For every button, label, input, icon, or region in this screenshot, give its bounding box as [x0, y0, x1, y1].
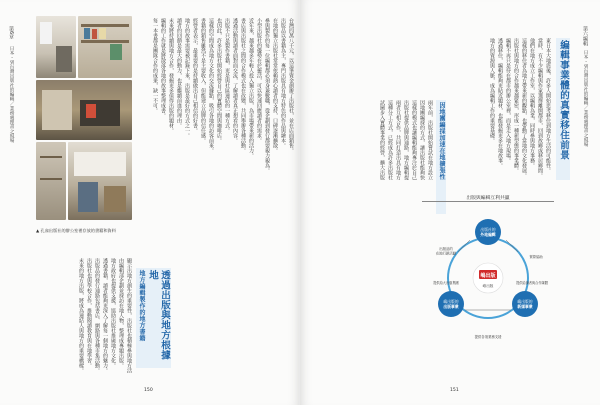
node-right-line2: 新媒事業 — [517, 304, 533, 309]
text-column: 出版社也與學校合作，推動閱讀教育與在地學習。 — [86, 258, 92, 368]
text-column: 由編輯部企劃並採訪在地人物，整理成專題出版。 — [118, 258, 124, 368]
text-column: 透過書籍，讀者能夠更深入了解每一個地方的魅力。 — [102, 258, 108, 373]
text-column: 未來的地方出版，將成為連結人與地方的重要橋樑。 — [78, 258, 84, 373]
text-column: 出版品以書籍為主，專門出版具有地方特色的作品與繪本。 — [280, 18, 286, 148]
text-column: 東日本大地震後，許多人開始思考移住到地方生活的可能性。 — [545, 38, 551, 173]
label-left: 提供給大出版集團 — [433, 281, 459, 285]
node-left — [438, 291, 464, 317]
right-page-number: 151 — [450, 388, 459, 393]
text-column: 地方的故事需要被記錄下來，出版是最好的方式之一。 — [184, 18, 190, 138]
label-top-left: 出版品的在地行銷活動 — [435, 247, 457, 256]
text-column: 讀者的回饋是最大的動力，也是繼續前進的理由。 — [176, 18, 182, 128]
diagram-title-rule — [422, 201, 554, 202]
text-column: 小型出版社的優勢在於靈活，可以快速回應讀者的需求。 — [256, 18, 262, 143]
photo-reading-room — [68, 142, 132, 220]
text-column: 書店與出版社之間的合作模式也在改變，共同舉辦各種活動。 — [240, 18, 246, 153]
left-running-head: 日本・到台灣出版社的編輯／業務處理書之現場 — [9, 46, 14, 143]
text-column: 透過活動與讀者面對面交流，了解讀者真正想看的內容。 — [232, 18, 238, 143]
photo-workspace — [36, 80, 132, 140]
label-right: 提供給讀者與合作媒體 — [516, 281, 548, 285]
text-column: 地方政府也提供支援，協助出版社推廣地方文化。 — [110, 258, 116, 368]
text-column: 因地團編採的方式，讓出版社能夠快 — [419, 100, 425, 180]
right-section-heading: 編輯事業體的真實移住前景 — [556, 38, 570, 180]
text-column: 地方的資源與人脈，成為編輯工作的重要基礎。 — [489, 38, 495, 143]
right-subsection-heading: 因地團編採加速在地擴張性 — [436, 100, 446, 214]
label-top-right: 實際協助 — [529, 255, 543, 259]
photo-office-window — [36, 16, 76, 78]
left-section-heading: 透過出版與地方根據地 — [145, 268, 171, 368]
text-column: 出版不只是製作書籍，更是與社區連結的一種方式。 — [224, 18, 230, 133]
text-column: 出版社提供品牌與通路，地方編輯提 — [403, 100, 409, 180]
text-column: 在地的獨立出版社常常依賴熱心讀者的支持，口碑逐漸擴散。 — [272, 18, 278, 153]
diagram-center-logo — [473, 263, 503, 293]
photo-caption: ▲ 孔雀出版社的辦公室裡存放的書籍和資料 — [36, 228, 116, 233]
text-column: 參與製作的每一位編輯都必須身兼數職，從企劃到發行都要親力親為。 — [264, 18, 270, 173]
text-column: 編輯不再只是待在都市的辦公室裡，而是走入地方現場。 — [505, 38, 511, 163]
photo-collage — [36, 16, 132, 220]
text-column: 顯示出地方創生的重要性，出版社也積極參與地方活 — [126, 258, 132, 373]
left-page-number: 150 — [144, 388, 153, 393]
arrow-top-right — [506, 240, 518, 252]
text-column: 近年來，越來越多年輕人投入獨立出版，為市場帶來新的活力。 — [248, 18, 254, 158]
node-top-line1: 出版社的 — [480, 227, 496, 232]
text-column: 試圖步入實體事業的經營，擴大出版 — [379, 100, 385, 180]
label-bottom: 提供各項業務支援 — [474, 335, 502, 339]
text-column: 這樣的模式也讓編輯能夠專注於自己 — [411, 100, 417, 180]
text-column: 出版社與地方的合作越來越緊密，形成一種新型態的事業體。 — [513, 38, 519, 173]
node-right — [512, 291, 538, 317]
diagram-revenue-cycle — [418, 204, 558, 346]
text-column: 也因此，許多出版社開始經營自己的實體空間與咖啡店。 — [216, 18, 222, 143]
text-column: 未來將持續與地方合作，發掘更多值得出版的題材。 — [168, 18, 174, 133]
right-chapter-label: 第六編輯 — [582, 26, 588, 46]
node-right-line1: 嶋出版的 — [517, 299, 533, 304]
left-subsection-heading: 地方編輯製作的地方書籍 — [136, 268, 146, 368]
text-column: 經營者表示，最重要的是持續做出自己相信的好書。 — [192, 18, 198, 133]
text-column: 書籍的銷售雖然不是主要收入，但能建立品牌的信任感。 — [200, 18, 206, 143]
center-logo-text: 嶋出版 — [480, 273, 496, 279]
diagram-title: 出版與編輯互利共贏 — [466, 196, 510, 201]
text-column: 兩者互相合作，共同打造出具有地方 — [395, 100, 401, 180]
node-left-line2: 出版事業 — [443, 304, 459, 309]
text-column: 編輯的工作就是將散落各地的故事整理成書。 — [160, 18, 166, 118]
photo-shelf-detail — [36, 142, 66, 220]
text-column: 他們在地方成立工作室，以編輯為業，同時參與地方事務。 — [529, 38, 535, 168]
photo-bookshelf — [78, 16, 132, 78]
text-column: 這樣的空間成為地方文化的交流據點，吸引各地的訪客前來。 — [208, 18, 214, 153]
text-column: 出版品的發行通路包括書店、網路與各種市集活動。 — [94, 258, 100, 373]
left-chapter-label: 第6章 — [8, 26, 14, 40]
text-column: 兩年前，出版社開始嘗試在地方設立 — [427, 100, 433, 180]
text-column: 這樣的移住者為地方帶來新的觀點，也帶動了當地的文化發展。 — [521, 38, 527, 178]
arrow-top-left — [458, 240, 470, 252]
node-top — [475, 219, 501, 245]
text-column: 每一本書都是團隊合作的成果，缺一不可。 — [152, 18, 158, 113]
text-column: 台灣四萬八千元，以這筆資金創辦了出版社，並在店面銷售。 — [288, 18, 294, 153]
text-column: 當時，有不少編輯與作家選擇離開都市，回到故鄉或移居鄉間。 — [537, 38, 543, 178]
center-caption: 嶋出版 — [482, 284, 494, 288]
right-running-head: 日本・到台灣出版社的編輯／業務處理書之現場 — [583, 50, 588, 147]
text-column: 透過移住，編輯能夠更貼近題材，也能發掘更多在地故事。 — [497, 38, 503, 168]
node-left-line1: 嶋出版的 — [443, 299, 459, 304]
text-column: 這種分工方式，已經成為許多出版社 — [387, 100, 393, 180]
node-top-line2: 外地編輯 — [480, 232, 496, 237]
